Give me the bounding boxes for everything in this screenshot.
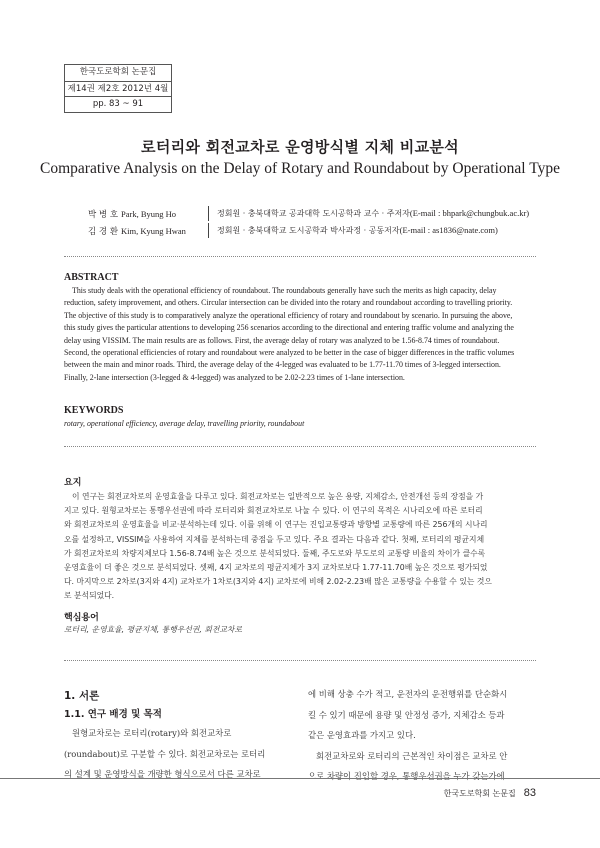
body-line: 원형교차로는 로터리(rotary)와 회전교차로 [72, 728, 232, 738]
body-column-left [64, 723, 292, 785]
body-line: 으로 차량이 진입할 경우, 통행우선권을 누가 갖는가에 [308, 771, 505, 781]
body-line: 같은 운영효과를 가지고 있다. [308, 730, 416, 740]
section-divider [64, 446, 536, 447]
keywords-text: rotary, operational efficiency, average delay, travelling priority, roundabout [64, 419, 305, 428]
section-title: 1. 서론 [64, 690, 100, 702]
author-row [88, 222, 529, 239]
abstract-line: delay using VISSIM. The main results are as follows. First, the average delay of rotary was analyzed to be 1.56-8.74 times of roundabout. [64, 335, 500, 345]
keywords-korean-text: 로터리, 운영효율, 평균지체, 통행우선권, 회전교차로 [64, 625, 242, 634]
abstract-line: Finally, 2-lane intersection (3-legged & 4-legged) was analyzed to be 2.02-2.23 times of 1-lane intersection. [64, 372, 405, 382]
summary-korean-heading: 요지 [64, 478, 82, 488]
summary-line: 운영효율이 더 좋은 것으로 분석되었다. 셋째, 4지 교차로의 평균지체가 3지 교차로보다 1.77-11.70배 높은 것으로 평가되었 [64, 563, 488, 573]
abstract-line: this study gives the particular attentions to developing 256 scenarios according to the directional and entering traffic volume and analyzing the [64, 323, 514, 333]
author-affiliation [208, 223, 498, 238]
abstract-line: The objective of this study is to comparatively analyze the operational efficiency of rotary and roundabout by scenario. In pursuing the above, [64, 310, 513, 320]
section-divider [64, 256, 536, 257]
author-email: (E-mail : as1836@nate.com) [399, 225, 498, 235]
body-line: (roundabout)로 구분할 수 있다. 회전교차로는 로터리 [64, 748, 266, 759]
abstract-body [64, 285, 536, 384]
subsection-title: 1.1. 연구 배경 및 목적 [64, 709, 162, 720]
journal-name: 한국도로학회 논문집 [79, 67, 157, 77]
summary-line: 와 회전교차로의 운영효율을 비교·분석하는데 있다. 이를 위해 이 연구는 진입교통량과 방향별 교통량에 따른 256개의 시나리 [64, 520, 488, 530]
page-footer [444, 787, 536, 799]
summary-line: 오를 설정하고, VISSIM을 사용하여 지체를 분석하는데 중점을 두고 있다. 주요 결과는 다음과 같다. 첫째, 로터리의 평균지체 [64, 534, 485, 544]
journal-volume: 제14권 제2호 2012년 4월 [65, 81, 171, 97]
abstract-heading: ABSTRACT [64, 272, 119, 283]
author-name-korean: 김 경 환 [88, 226, 119, 237]
keywords-heading: KEYWORDS [64, 405, 124, 416]
affiliation-text: 정회원 · 충북대학교 공과대학 도시공학과 교수 · 주저자 [217, 209, 410, 218]
body-column-right [308, 684, 536, 787]
footer-journal-name: 한국도로학회 논문집 [443, 788, 516, 798]
paper-title-english: Comparative Analysis on the Delay of Rotary and Roundabout by Operational Type [40, 160, 560, 177]
body-line: 의 설계 및 운영방식을 개량한 형식으로서 다른 교차로 [64, 769, 261, 779]
author-name-english: Park, Byung Ho [121, 208, 177, 219]
affiliation-text: 정회원 · 충북대학교 도시공학과 박사과정 · 공동저자 [217, 226, 400, 235]
author-name-english: Kim, Kyung Hwan [121, 225, 186, 236]
author-email: (E-mail : bhpark@chungbuk.ac.kr) [409, 208, 530, 218]
page-number: 83 [523, 787, 536, 799]
summary-line: 로 분석되었다. [64, 591, 115, 601]
author-affiliation [208, 206, 529, 221]
summary-line: 지고 있다. 원형교차로는 통행우선권에 따라 로터리와 회전교차로로 나눌 수 있다. 이 연구의 목적은 시나리오에 따른 로터리 [64, 506, 483, 516]
author-row [88, 205, 529, 222]
abstract-line: reduction, safety improvement, and others. Circular intersection can be divided into the rotary and roundabout according to travelling priority. [64, 298, 513, 308]
journal-pages: pp. 83 ~ 91 [65, 96, 171, 112]
author-name-korean: 박 병 호 [88, 209, 119, 220]
summary-line: 이 연구는 회전교차로의 운영효율을 다루고 있다. 회전교차로는 일반적으로 높은 용량, 지체감소, 안전개선 등의 장점을 가 [72, 492, 484, 501]
footer-rule [0, 778, 600, 779]
abstract-line: This study deals with the operational efficiency of roundabout. The roundabouts generally have such the merits as high capacity, delay [72, 286, 497, 295]
section-divider [64, 660, 536, 661]
body-line: 킬 수 있기 때문에 용량 및 안정성 증가, 지체감소 등과 [308, 709, 505, 720]
author-list [88, 205, 529, 239]
keywords-korean-heading: 핵심용어 [64, 613, 99, 623]
journal-info-box [64, 64, 172, 113]
paper-title-korean: 로터리와 회전교차로 운영방식별 지체 비교분석 [141, 138, 459, 156]
summary-korean-body [64, 490, 536, 604]
abstract-line: Second, the operational efficiencies of rotary and roundabout were analyzed to be better in the case of bigger differences in the traffic volumes [64, 348, 515, 358]
summary-line: 다. 마지막으로 2차로(3지와 4지) 교차로가 1차로(3지와 4지) 교차로에 비해 2.02-2.23배 많은 교통량을 수용할 수 있는 것으 [64, 577, 492, 587]
body-line: 에 비해 상충 수가 적고, 운전자의 운전행위를 단순화시 [308, 689, 508, 699]
summary-line: 가 회전교차로의 차량지체보다 1.56-8.74배 높은 것으로 분석되었다. 둘째, 주도로와 부도로의 교통량 비율의 차이가 클수록 [64, 548, 486, 558]
body-line: 회전교차로와 로터리의 근본적인 차이점은 교차로 안 [316, 750, 508, 761]
abstract-line: between the main and minor roads. Third, the average delay of the 4-legged was evaluated to be 1.77-11.70 times of 3-legged intersection. [64, 360, 501, 370]
